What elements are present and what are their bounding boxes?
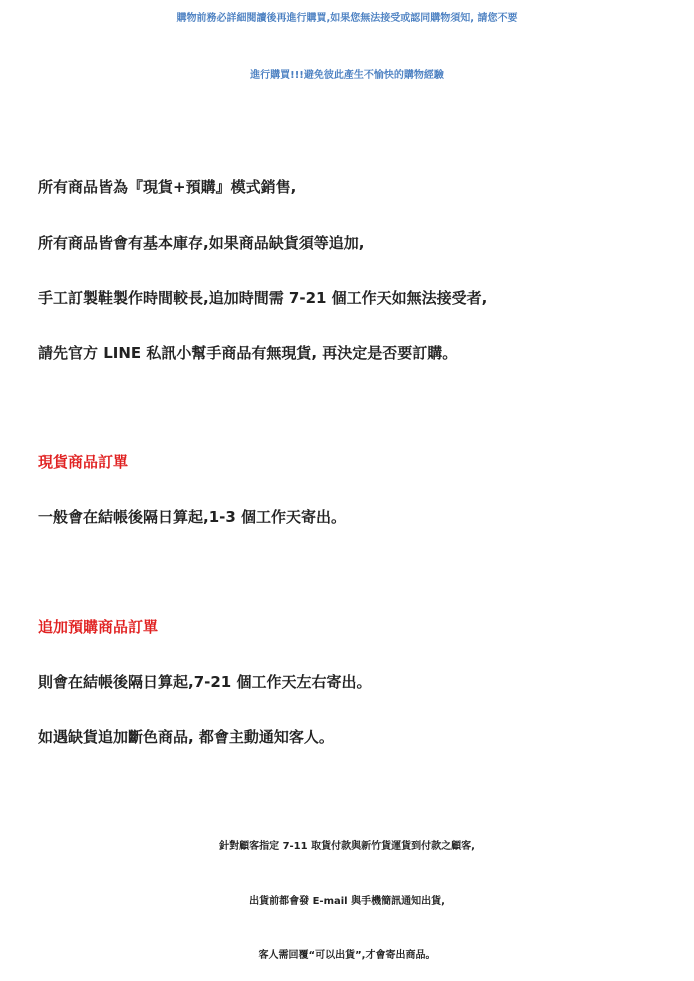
notice-line-2: 進行購買!!!避免彼此產生不愉快的購物經驗 — [250, 70, 444, 81]
cod-line-3: 客人需回覆“可以出貨”,才會寄出商品。 — [258, 950, 436, 961]
in-stock-heading: 現貨商品訂單 — [38, 453, 129, 471]
intro-line-3: 手工訂製鞋製作時間較長,追加時間需 7-21 個工作天如無法接受者, — [38, 289, 488, 307]
preorder-heading: 追加預購商品訂單 — [38, 618, 159, 636]
intro-line-1: 所有商品皆為『現貨+預購』模式銷售, — [38, 178, 297, 196]
notice-line-1: 購物前務必詳細閱讀後再進行購買,如果您無法接受或認同購物須知, 請您不要 — [176, 13, 518, 24]
intro-line-4: 請先官方 LINE 私訊小幫手商品有無現貨, 再決定是否要訂購。 — [38, 344, 458, 362]
preorder-line-2: 如遇缺貨追加斷色商品, 都會主動通知客人。 — [38, 728, 334, 746]
preorder-line-1: 則會在結帳後隔日算起,7-21 個工作天左右寄出。 — [38, 673, 372, 691]
in-stock-line-1: 一般會在結帳後隔日算起,1-3 個工作天寄出。 — [38, 508, 347, 526]
cod-line-1: 針對顧客指定 7-11 取貨付款與新竹貨運貨到付款之顧客, — [219, 841, 475, 852]
intro-line-2: 所有商品皆會有基本庫存,如果商品缺貨須等追加, — [38, 234, 365, 252]
cod-line-2: 出貨前都會發 E-mail 與手機簡訊通知出貨, — [249, 896, 445, 907]
